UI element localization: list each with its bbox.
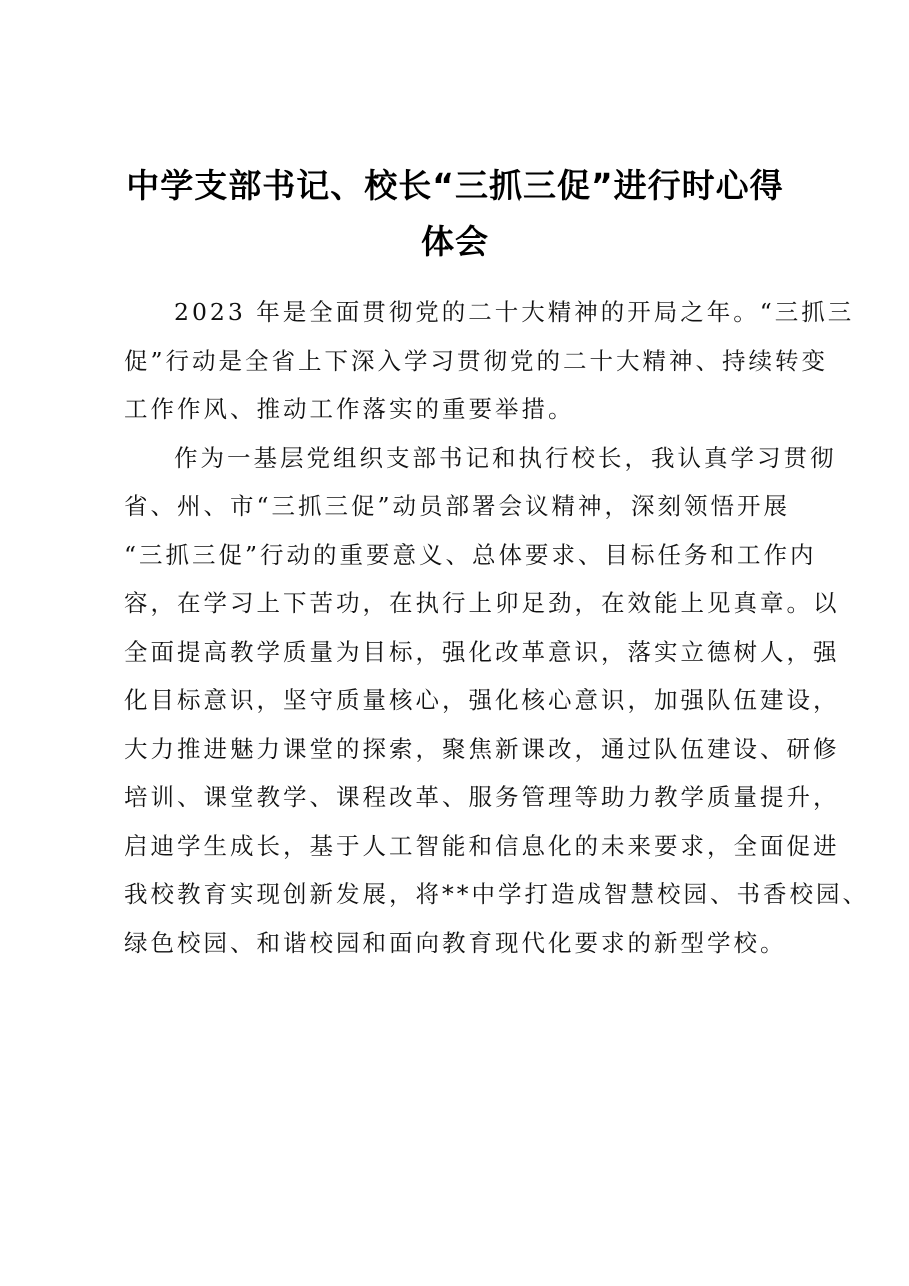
paragraph-line: 大力推进魅力课堂的探索，聚焦新课改，通过队伍建设、研修 (124, 734, 840, 763)
paragraph-line: 作为一基层党组织支部书记和执行校长，我认真学习贯彻 (174, 443, 837, 472)
paragraph-2 (124, 434, 869, 968)
paragraph-line: 培训、课堂教学、课程改革、服务管理等助力教学质量提升， (124, 783, 840, 811)
paragraph-line: 绿色校园、和谐校园和面向教育现代化要求的新型学校。 (124, 928, 787, 957)
title-line: 中学支部书记、校长“三抓三促”进行时心得 (126, 166, 784, 205)
paragraph-line: 促”行动是全省上下深入学习贯彻党的二十大精神、持续转变 (124, 346, 829, 375)
paragraph-line: 容，在学习上下苦功，在执行上卯足劲，在效能上见真章。以 (124, 589, 840, 617)
document-title (110, 158, 800, 270)
paragraph-line: 省、州、市“三抓三促”动员部署会议精神，深刻领悟开展 (124, 492, 791, 520)
document-body (124, 288, 869, 967)
paragraph-line: 工作作风、推动工作落实的重要举措。 (124, 395, 575, 423)
paragraph-line: 化目标意识，坚守质量核心，强化核心意识，加强队伍建设， (124, 686, 840, 714)
paragraph-line: “三抓三促”行动的重要意义、总体要求、目标任务和工作内 (124, 540, 817, 569)
paragraph-1 (124, 288, 855, 434)
title-line: 体会 (421, 222, 489, 261)
paragraph-line: 我校教育实现创新发展，将**中学打造成智慧校园、书香校园、 (124, 880, 869, 908)
paragraph-line: 全面提高教学质量为目标，强化改革意识，落实立德树人，强 (124, 637, 840, 666)
paragraph-line: 启迪学生成长，基于人工智能和信息化的未来要求，全面促进 (124, 831, 840, 860)
paragraph-line: 2023 年是全面贯彻党的二十大精神的开局之年。“三抓三 (174, 298, 855, 326)
